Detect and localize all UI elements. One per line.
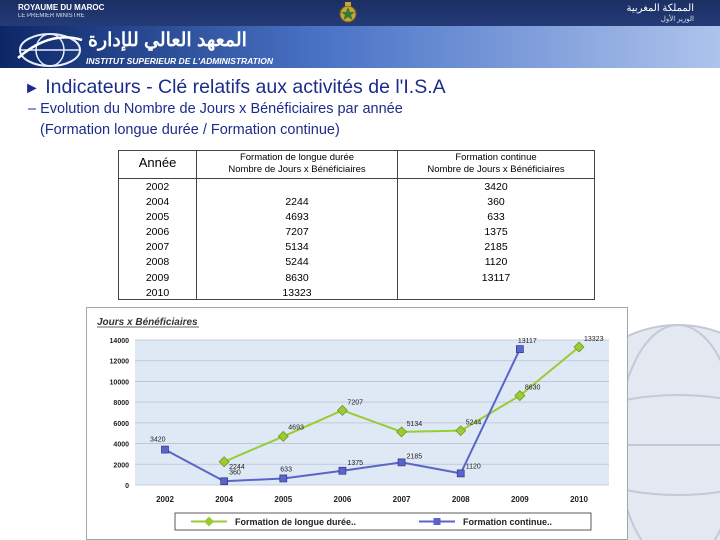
series-point-continuing xyxy=(339,467,346,474)
table-header-long-duration-line-2: Nombre de Jours x Bénéficiaires xyxy=(228,164,366,175)
table-header-continuing-line-1: Formation continue xyxy=(455,152,537,163)
table-cell-continuing: 13117 xyxy=(481,271,511,284)
institute-name-french: INSTITUT SUPERIEUR DE L'ADMINISTRATION xyxy=(86,56,273,66)
table-cell-year: 2006 xyxy=(145,226,170,239)
table-cell-year: 2004 xyxy=(145,196,170,209)
table-cell-year: 2009 xyxy=(145,271,170,284)
table-column-long-duration xyxy=(197,180,397,301)
y-tick-label: 14000 xyxy=(109,338,129,345)
data-label: 633 xyxy=(280,466,292,474)
series-point-continuing xyxy=(457,470,464,477)
table-cell-year: 2008 xyxy=(145,256,170,269)
institute-banner xyxy=(0,26,720,68)
y-tick-label: 6000 xyxy=(113,420,129,428)
x-tick-label: 2006 xyxy=(333,495,352,504)
table-column-years xyxy=(119,180,196,301)
table-column-continuing xyxy=(398,180,594,301)
table-cell-continuing: 3420 xyxy=(484,181,508,193)
table-cell-year: 2002 xyxy=(145,181,170,193)
legend-label: Formation de longue durée.. xyxy=(235,517,357,527)
table-cell-continuing: 360 xyxy=(487,196,505,209)
table-cell-long-duration: 5134 xyxy=(285,241,309,254)
data-label: 2244 xyxy=(229,463,245,471)
slide-subtitle-line-1: – Evolution du Nombre de Jours x Bénéficiaires par année xyxy=(28,101,403,117)
x-tick-label: 2002 xyxy=(156,495,174,504)
data-label: 7207 xyxy=(347,399,364,407)
table-cell-continuing: 2185 xyxy=(484,241,508,254)
data-label: 5244 xyxy=(465,419,482,427)
data-label: 360 xyxy=(229,469,241,477)
table-header-continuing-line-2: Nombre de Jours x Bénéficiaires xyxy=(427,164,565,175)
line-chart xyxy=(87,308,627,539)
institute-name-arabic: المعهد العالي للإدارة xyxy=(88,30,247,51)
globe-logo-icon xyxy=(14,28,84,68)
table-cell-continuing: 1375 xyxy=(484,226,508,239)
data-label: 2185 xyxy=(406,453,423,461)
legend-label: Formation continue.. xyxy=(463,517,552,527)
y-tick-label: 2000 xyxy=(113,462,129,470)
slide-title-text: Indicateurs - Clé relatifs aux activités de l'I.S.A xyxy=(45,76,446,98)
table-header-divider xyxy=(119,178,594,179)
data-label: 13117 xyxy=(517,338,537,346)
arabic-kingdom-name: المملكة المغربية xyxy=(626,3,694,14)
series-point-continuing xyxy=(516,346,523,353)
x-tick-label: 2007 xyxy=(392,495,411,504)
data-label: 1120 xyxy=(465,463,481,471)
kingdom-name: ROYAUME DU MAROC xyxy=(18,3,105,12)
data-label: 4693 xyxy=(288,424,304,432)
data-table xyxy=(118,150,595,300)
legend-marker xyxy=(434,518,441,525)
table-cell-year: 2007 xyxy=(145,241,170,254)
table-header-long-duration-line-1: Formation de longue durée xyxy=(239,152,355,163)
x-tick-label: 2004 xyxy=(215,495,234,504)
data-label: 3420 xyxy=(150,436,166,444)
table-header-continuing xyxy=(398,152,594,176)
top-header-bar xyxy=(0,0,720,26)
table-header-long-duration xyxy=(197,152,397,176)
table-cell-long-duration: 7207 xyxy=(285,226,309,239)
slide-title xyxy=(24,76,446,99)
plot-area xyxy=(135,340,609,485)
royal-emblem-icon xyxy=(336,1,360,25)
table-cell-continuing xyxy=(398,286,594,301)
x-tick-label: 2008 xyxy=(451,495,470,504)
table-cell-long-duration: 8630 xyxy=(285,271,309,284)
y-tick-label: 4000 xyxy=(113,441,129,449)
table-cell-continuing: 633 xyxy=(487,211,505,224)
table-cell-long-duration xyxy=(197,180,397,195)
series-point-continuing xyxy=(162,446,169,453)
table-cell-year: 2010 xyxy=(145,286,170,299)
data-label: 1375 xyxy=(347,459,364,467)
data-label: 5134 xyxy=(406,420,423,428)
table-cell-continuing: 1120 xyxy=(484,256,508,269)
data-label: 8630 xyxy=(524,384,541,392)
y-tick-label: 10000 xyxy=(109,379,129,387)
arabic-kingdom-subtitle: الوزير الأول xyxy=(660,16,694,23)
slide-subtitle-line-2: (Formation longue durée / Formation continue) xyxy=(40,122,340,138)
series-point-continuing xyxy=(280,475,287,482)
table-cell-long-duration: 13323 xyxy=(282,286,312,299)
y-tick-label: 8000 xyxy=(113,400,129,408)
table-cell-year: 2005 xyxy=(145,211,170,224)
title-arrow-icon: ► xyxy=(24,80,40,97)
arabic-kingdom-label xyxy=(627,3,694,25)
series-point-continuing xyxy=(221,478,228,485)
data-label: 13323 xyxy=(584,336,604,344)
table-header-year: Année xyxy=(138,155,177,170)
y-tick-label: 12000 xyxy=(109,358,129,366)
table-cell-long-duration: 2244 xyxy=(285,196,309,209)
chart-frame xyxy=(86,307,628,540)
y-tick-label: 0 xyxy=(125,483,129,490)
table-cell-long-duration: 5244 xyxy=(285,256,309,269)
kingdom-label xyxy=(18,3,104,21)
chart-title: Jours x Bénéficiaires xyxy=(97,317,198,328)
series-point-continuing xyxy=(398,459,405,466)
kingdom-subtitle: LE PREMIER MINISTRE xyxy=(18,13,85,19)
table-cell-long-duration: 4693 xyxy=(285,211,309,224)
x-tick-label: 2005 xyxy=(274,495,293,504)
x-tick-label: 2010 xyxy=(570,495,588,504)
x-tick-label: 2009 xyxy=(510,495,529,504)
